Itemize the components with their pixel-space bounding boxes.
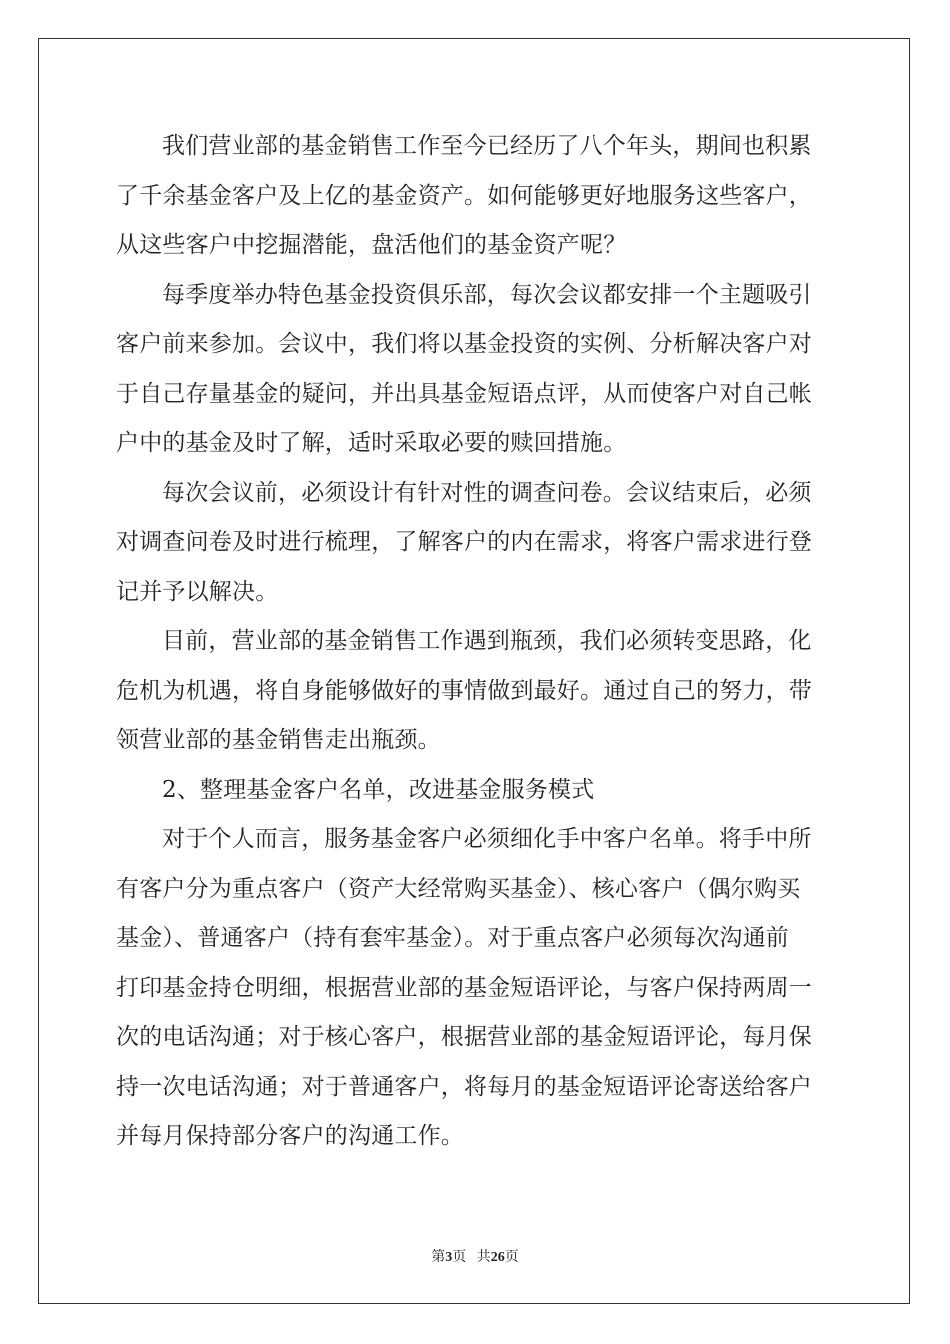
text-line: 客户前来参加。会议中，我们将以基金投资的实例、分析解决客户对 xyxy=(116,331,812,357)
text-line: 领营业部的基金销售走出瓶颈。 xyxy=(116,727,441,753)
document-body xyxy=(116,122,834,1162)
text-line: 基金）、普通客户（持有套牢基金）。对于重点客户必须每次沟通前 xyxy=(116,925,789,951)
footer-total-pages: 26 xyxy=(490,1250,505,1265)
text-line: 我们营业部的基金销售工作至今已经历了八个年头，期间也积累 xyxy=(162,133,812,159)
text-line: 对于个人而言，服务基金客户必须细化手中客户名单。将手中所 xyxy=(162,826,812,852)
footer-page-suffix: 页 xyxy=(452,1250,467,1265)
text-line: 户中的基金及时了解，适时采取必要的赎回措施。 xyxy=(116,430,627,456)
text-line: 危机为机遇，将自身能够做好的事情做到最好。通过自己的努力，带 xyxy=(116,677,812,704)
footer-total-prefix: 共 xyxy=(476,1250,491,1265)
text-line: 2、整理基金客户名单，改进基金服务模式 xyxy=(162,776,595,803)
text-line: 次的电话沟通；对于核心客户，根据营业部的基金短语评论，每月保 xyxy=(116,1024,812,1050)
paragraph-3 xyxy=(116,469,834,618)
text-line: 持一次电话沟通；对于普通客户，将每月的基金短语评论寄送给客户 xyxy=(116,1073,812,1100)
paragraph-1 xyxy=(116,122,834,271)
text-line: 了千余基金客户及上亿的基金资产。如何能够更好地服务这些客户， xyxy=(116,182,812,209)
text-line: 每季度举办特色基金投资俱乐部，每次会议都安排一个主题吸引 xyxy=(162,281,812,308)
text-line: 记并予以解决。 xyxy=(116,578,279,605)
text-line: 目前，营业部的基金销售工作遇到瓶颈，我们必须转变思路，化 xyxy=(162,628,812,654)
text-line: 每次会议前，必须设计有针对性的调查问卷。会议结束后，必须 xyxy=(162,479,812,506)
text-line: 有客户分为重点客户（资产大经常购买基金）、核心客户（偶尔购买 xyxy=(116,875,801,902)
footer-page-prefix: 第 xyxy=(431,1250,446,1265)
text-line: 打印基金持仓明细，根据营业部的基金短语评论，与客户保持两周一 xyxy=(116,974,812,1001)
text-line: 并每月保持部分客户的沟通工作。 xyxy=(116,1123,464,1149)
footer-total-suffix: 页 xyxy=(504,1250,519,1265)
text-line: 从这些客户中挖掘潜能，盘活他们的基金资产呢？ xyxy=(116,232,627,258)
paragraph-2 xyxy=(116,271,834,469)
page-footer xyxy=(0,1246,950,1266)
paragraph-4 xyxy=(116,617,834,766)
text-line: 对调查问卷及时进行梳理，了解客户的内在需求，将客户需求进行登 xyxy=(116,529,812,555)
section-heading xyxy=(116,766,834,816)
footer-page-number: 3 xyxy=(445,1250,453,1265)
text-line: 于自己存量基金的疑问，并出具基金短语点评，从而使客户对自己帐 xyxy=(116,380,812,407)
paragraph-6 xyxy=(116,815,834,1162)
